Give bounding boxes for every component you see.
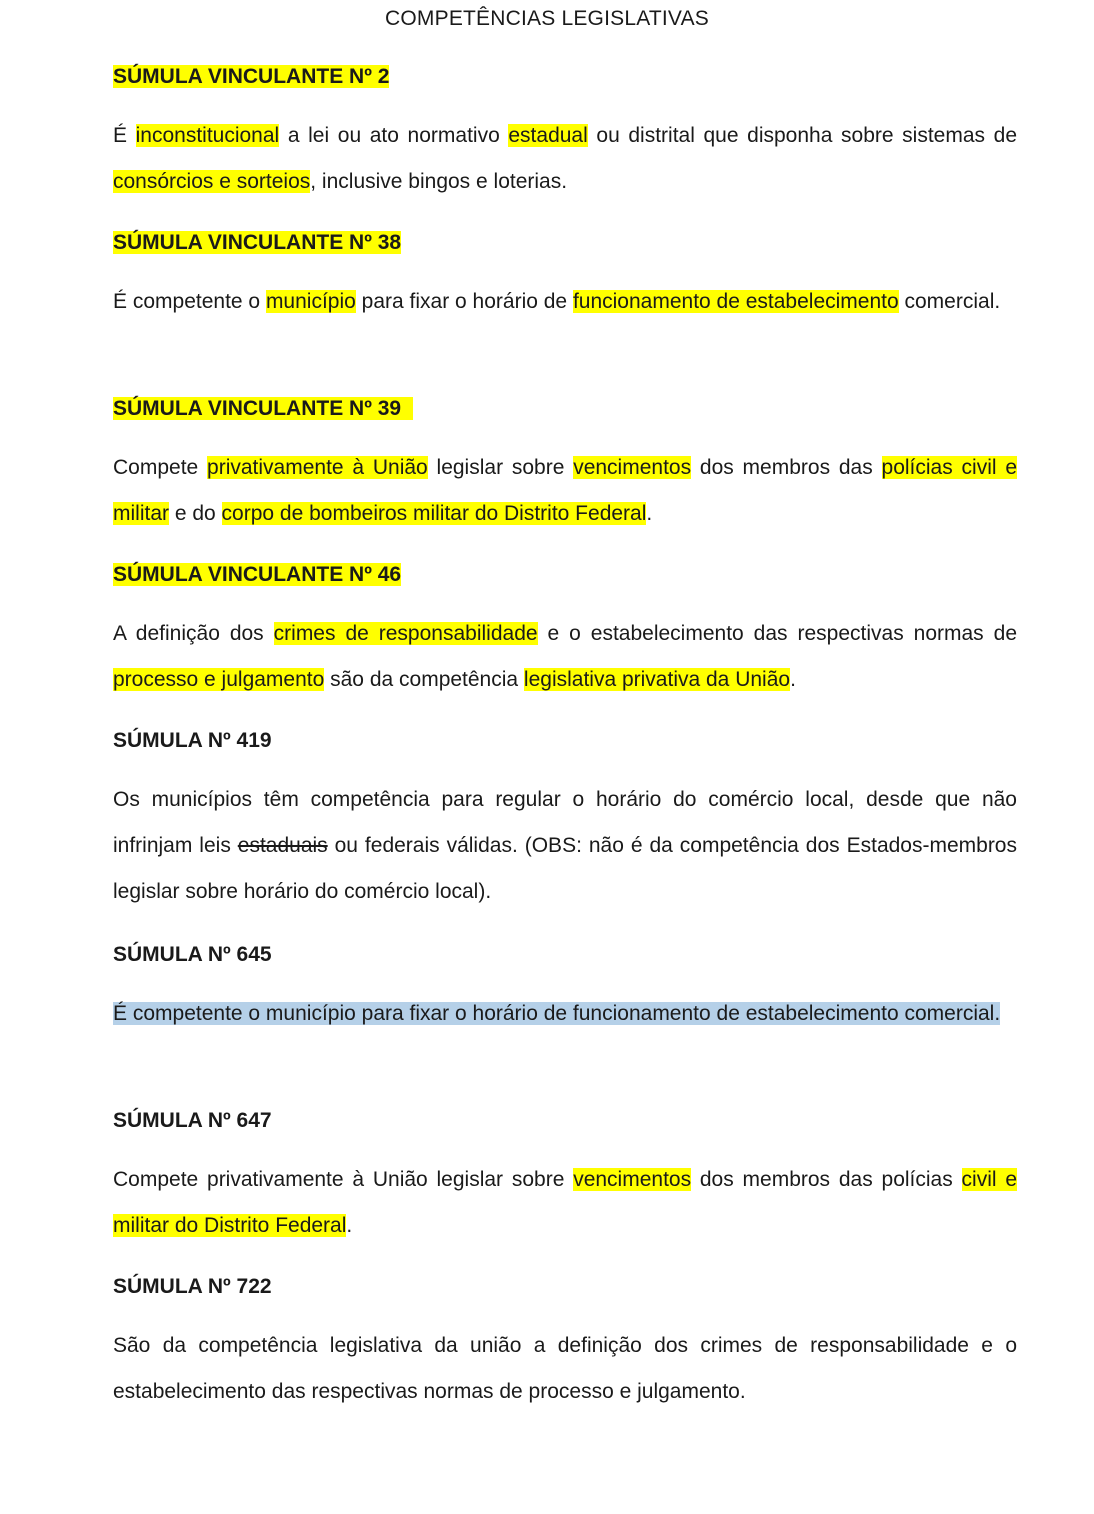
- section-text: [113, 445, 1017, 537]
- section-heading-text: SÚMULA VINCULANTE Nº 38: [113, 231, 402, 254]
- struck-text: estaduais: [237, 834, 328, 857]
- section-heading: [113, 1108, 272, 1134]
- document-title: COMPETÊNCIAS LEGISLATIVAS: [385, 7, 709, 30]
- text-run: , inclusive bingos e loterias.: [310, 170, 568, 193]
- highlighted-text: inconstitucional: [135, 124, 280, 147]
- text-run: Compete: [113, 456, 208, 479]
- text-run: ou distrital que disponha sobre sistemas de: [587, 124, 1017, 147]
- section-heading-text: SÚMULA Nº 419: [113, 729, 272, 752]
- section-heading: [113, 562, 401, 588]
- section-text: [113, 611, 1017, 703]
- text-run: a lei ou ato normativo: [279, 124, 509, 147]
- text-run: É: [113, 124, 136, 147]
- text-run: dos membros das: [691, 456, 882, 479]
- section-text: [113, 279, 1017, 325]
- text-run: para fixar o horário de: [355, 290, 573, 313]
- section-heading: [113, 230, 401, 256]
- text-run: e do: [169, 502, 222, 525]
- highlighted-text: legislativa privativa da União: [523, 668, 791, 691]
- section-heading-text: SÚMULA VINCULANTE Nº 46: [113, 563, 402, 586]
- section-text: [113, 113, 1017, 205]
- section-heading-text: SÚMULA Nº 647: [113, 1109, 272, 1132]
- section-heading: [113, 942, 272, 968]
- section-heading-text: SÚMULA Nº 722: [113, 1275, 272, 1298]
- highlighted-text: privativamente à União: [207, 456, 428, 479]
- section-heading: [113, 728, 272, 754]
- section-text: [113, 777, 1017, 915]
- highlighted-text: processo e julgamento: [113, 668, 325, 691]
- text-run: É competente o: [113, 290, 266, 313]
- text-run: .: [790, 668, 796, 691]
- section-heading-text: SÚMULA VINCULANTE Nº 2: [113, 65, 390, 88]
- section-heading-text: SÚMULA Nº 645: [113, 943, 272, 966]
- text-run: .: [646, 502, 653, 525]
- text-run: .: [346, 1214, 353, 1237]
- highlighted-text: vencimentos: [573, 456, 692, 479]
- section-text: [113, 1157, 1017, 1249]
- section-heading-text: SÚMULA VINCULANTE Nº 39: [113, 397, 413, 420]
- section-heading: [113, 396, 413, 422]
- highlighted-text: vencimentos: [573, 1168, 692, 1191]
- text-run: legislar sobre: [427, 456, 574, 479]
- highlighted-text: polícias civil e militar: [113, 456, 1018, 525]
- text-run: São da competência legislativa da união a definição dos crimes de responsabilidade e o estabelecimento das respectivas normas de processo e julgamento.: [113, 1334, 1017, 1403]
- selected-text: É competente o município para fixar o horário de funcionamento de estabelecimento comercial.: [113, 1002, 1001, 1025]
- text-run: dos membros das polícias: [691, 1168, 962, 1191]
- text-run: A definição dos: [113, 622, 274, 645]
- highlighted-text: civil e militar do Distrito Federal: [113, 1168, 1018, 1237]
- section-text: [113, 991, 1017, 1037]
- text-run: comercial.: [898, 290, 1001, 313]
- highlighted-text: corpo de bombeiros militar do Distrito Federal: [221, 502, 647, 525]
- section-heading: [113, 1274, 272, 1300]
- text-run: e o estabelecimento das respectivas normas de: [537, 622, 1017, 645]
- section-text: [113, 1323, 1017, 1415]
- highlighted-text: crimes de responsabilidade: [273, 622, 538, 645]
- text-run: são da competência: [324, 668, 524, 691]
- text-run: ou federais válidas. (OBS: não é da competência dos Estados-membros legislar sobre horário do comércio local).: [113, 834, 1017, 903]
- text-run: Os municípios têm competência para regular o horário do comércio local, desde que não infrinjam leis: [113, 788, 1017, 857]
- highlighted-text: funcionamento de estabelecimento: [572, 290, 899, 313]
- section-heading: [113, 64, 389, 90]
- highlighted-text: município: [265, 290, 356, 313]
- text-run: Compete privativamente à União legislar sobre: [113, 1168, 574, 1191]
- highlighted-text: consórcios e sorteios: [113, 170, 311, 193]
- highlighted-text: estadual: [508, 124, 588, 147]
